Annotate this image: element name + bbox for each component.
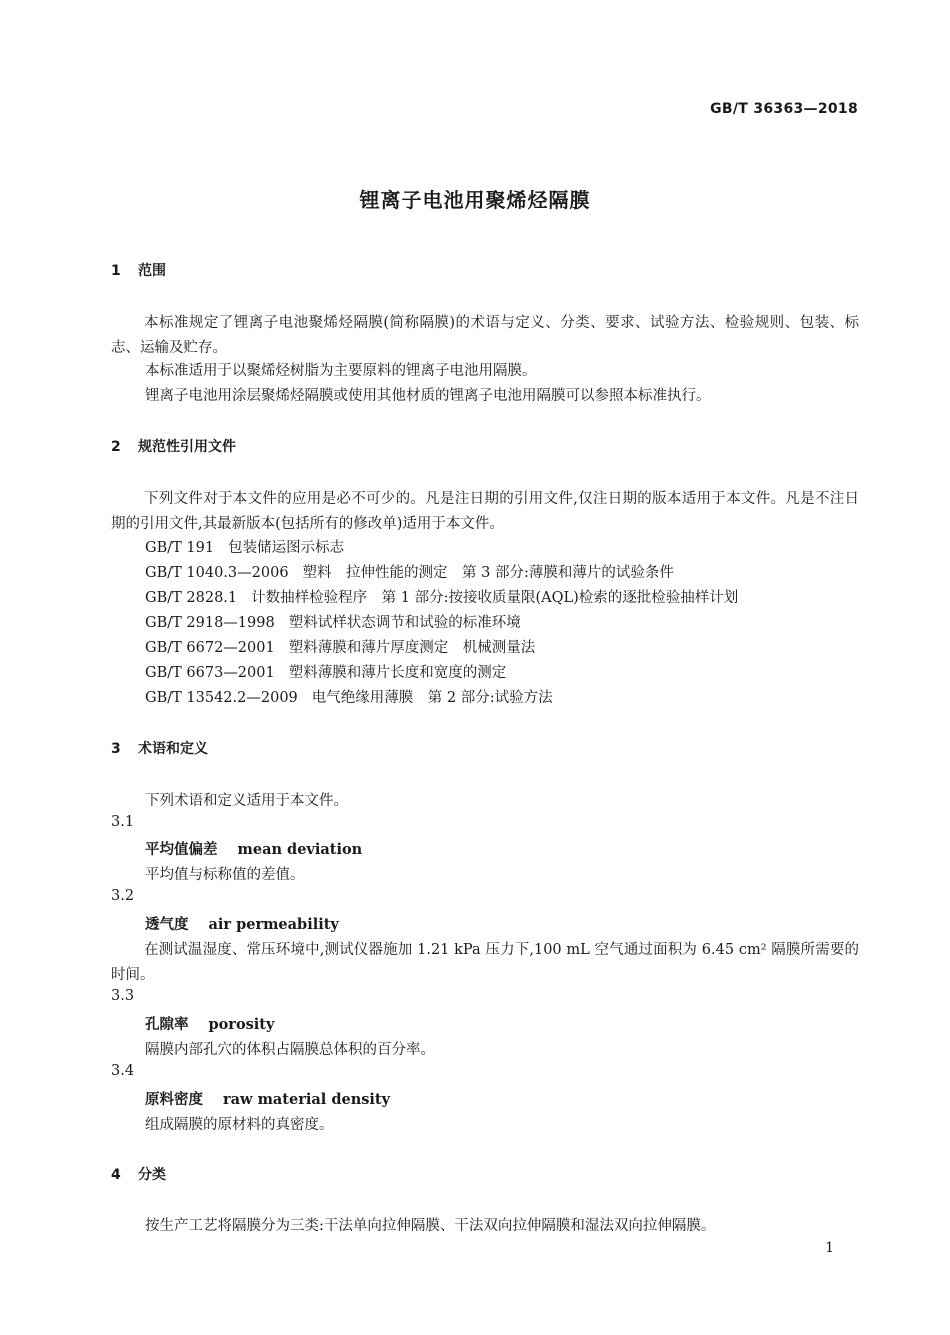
term-number: 3.1 [111,814,135,830]
term-en: mean deviation [237,841,363,858]
term-en: air permeability [208,916,339,933]
section-2-heading [111,436,236,456]
term-zh: 透气度 [145,917,189,933]
term-zh: 平均值偏差 [145,842,218,858]
reference-title: 电气绝缘用薄膜 第 2 部分:试验方法 [311,690,553,706]
term-heading [145,1013,274,1034]
page-number: 1 [825,1240,834,1256]
reference-code: GB/T 6673—2001 [145,665,275,681]
section-1-paragraph-3: 锂离子电池用涂层聚烯烃隔膜或使用其他材质的锂离子电池用隔膜可以参照本标准执行。 [145,388,711,404]
reference-item [145,536,344,557]
section-title: 分类 [138,1167,166,1183]
term-definition: 隔膜内部孔穴的体积占隔膜总体积的百分率。 [145,1042,435,1058]
reference-item [145,586,738,607]
document-title: 锂离子电池用聚烯烃隔膜 [359,188,591,212]
section-number: 3 [111,741,121,757]
term-en: raw material density [223,1091,391,1108]
term-definition: 平均值与标称值的差值。 [145,867,305,883]
term-number: 3.4 [111,1063,135,1079]
term-heading [145,913,339,934]
reference-title: 塑料 拉伸性能的测定 第 3 部分:薄膜和薄片的试验条件 [302,565,674,581]
reference-title: 计数抽样检验程序 第 1 部分:按接收质量限(AQL)检索的逐批检验抽样计划 [251,590,739,606]
section-1-paragraph-2: 本标准适用于以聚烯烃树脂为主要原料的锂离子电池用隔膜。 [145,363,537,379]
reference-code: GB/T 191 [145,540,215,556]
section-4-heading [111,1164,166,1184]
reference-code: GB/T 13542.2—2009 [145,690,298,706]
reference-item [145,686,553,707]
reference-item [145,611,521,632]
section-1-heading [111,260,166,280]
section-3-heading [111,738,208,758]
reference-title: 塑料薄膜和薄片厚度测定 机械测量法 [288,640,536,656]
term-zh: 原料密度 [145,1092,203,1108]
reference-title: 塑料试样状态调节和试验的标准环境 [288,615,521,631]
section-4-paragraph-1: 按生产工艺将隔膜分为三类:干法单向拉伸隔膜、干法双向拉伸隔膜和湿法双向拉伸隔膜。 [145,1218,716,1234]
term-heading [145,1088,390,1109]
term-heading [145,838,362,859]
term-number: 3.2 [111,888,135,904]
reference-code: GB/T 1040.3—2006 [145,565,289,581]
reference-title: 塑料薄膜和薄片长度和宽度的测定 [288,665,507,681]
section-number: 1 [111,263,121,279]
term-zh: 孔隙率 [145,1017,189,1033]
reference-item [145,561,674,582]
section-title: 范围 [138,263,166,279]
term-definition: 组成隔膜的原材料的真密度。 [145,1117,334,1133]
reference-code: GB/T 2918—1998 [145,615,275,631]
section-3-intro: 下列术语和定义适用于本文件。 [145,793,348,809]
reference-title: 包装储运图示标志 [228,540,345,556]
reference-code: GB/T 6672—2001 [145,640,275,656]
section-1-paragraph-1: 本标准规定了锂离子电池聚烯烃隔膜(简称隔膜)的术语与定义、分类、要求、试验方法、检验规则、包装、标志、运输及贮存。 [111,315,859,356]
section-title: 术语和定义 [138,741,208,757]
standard-code: GB/T 36363—2018 [710,101,858,117]
term-definition: 在测试温湿度、常压环境中,测试仪器施加 1.21 kPa 压力下,100 mL 空气通过面积为 6.45 cm² 隔膜所需要的时间。 [111,942,859,983]
reference-item [145,636,535,657]
reference-code: GB/T 2828.1 [145,590,238,606]
reference-item [145,661,506,682]
section-title: 规范性引用文件 [138,439,236,455]
term-number: 3.3 [111,988,135,1004]
section-2-intro: 下列文件对于本文件的应用是必不可少的。凡是注日期的引用文件,仅注日期的版本适用于本文件。凡是不注日期的引用文件,其最新版本(包括所有的修改单)适用于本文件。 [111,491,859,532]
term-en: porosity [208,1016,275,1033]
section-number: 2 [111,439,121,455]
section-number: 4 [111,1167,121,1183]
